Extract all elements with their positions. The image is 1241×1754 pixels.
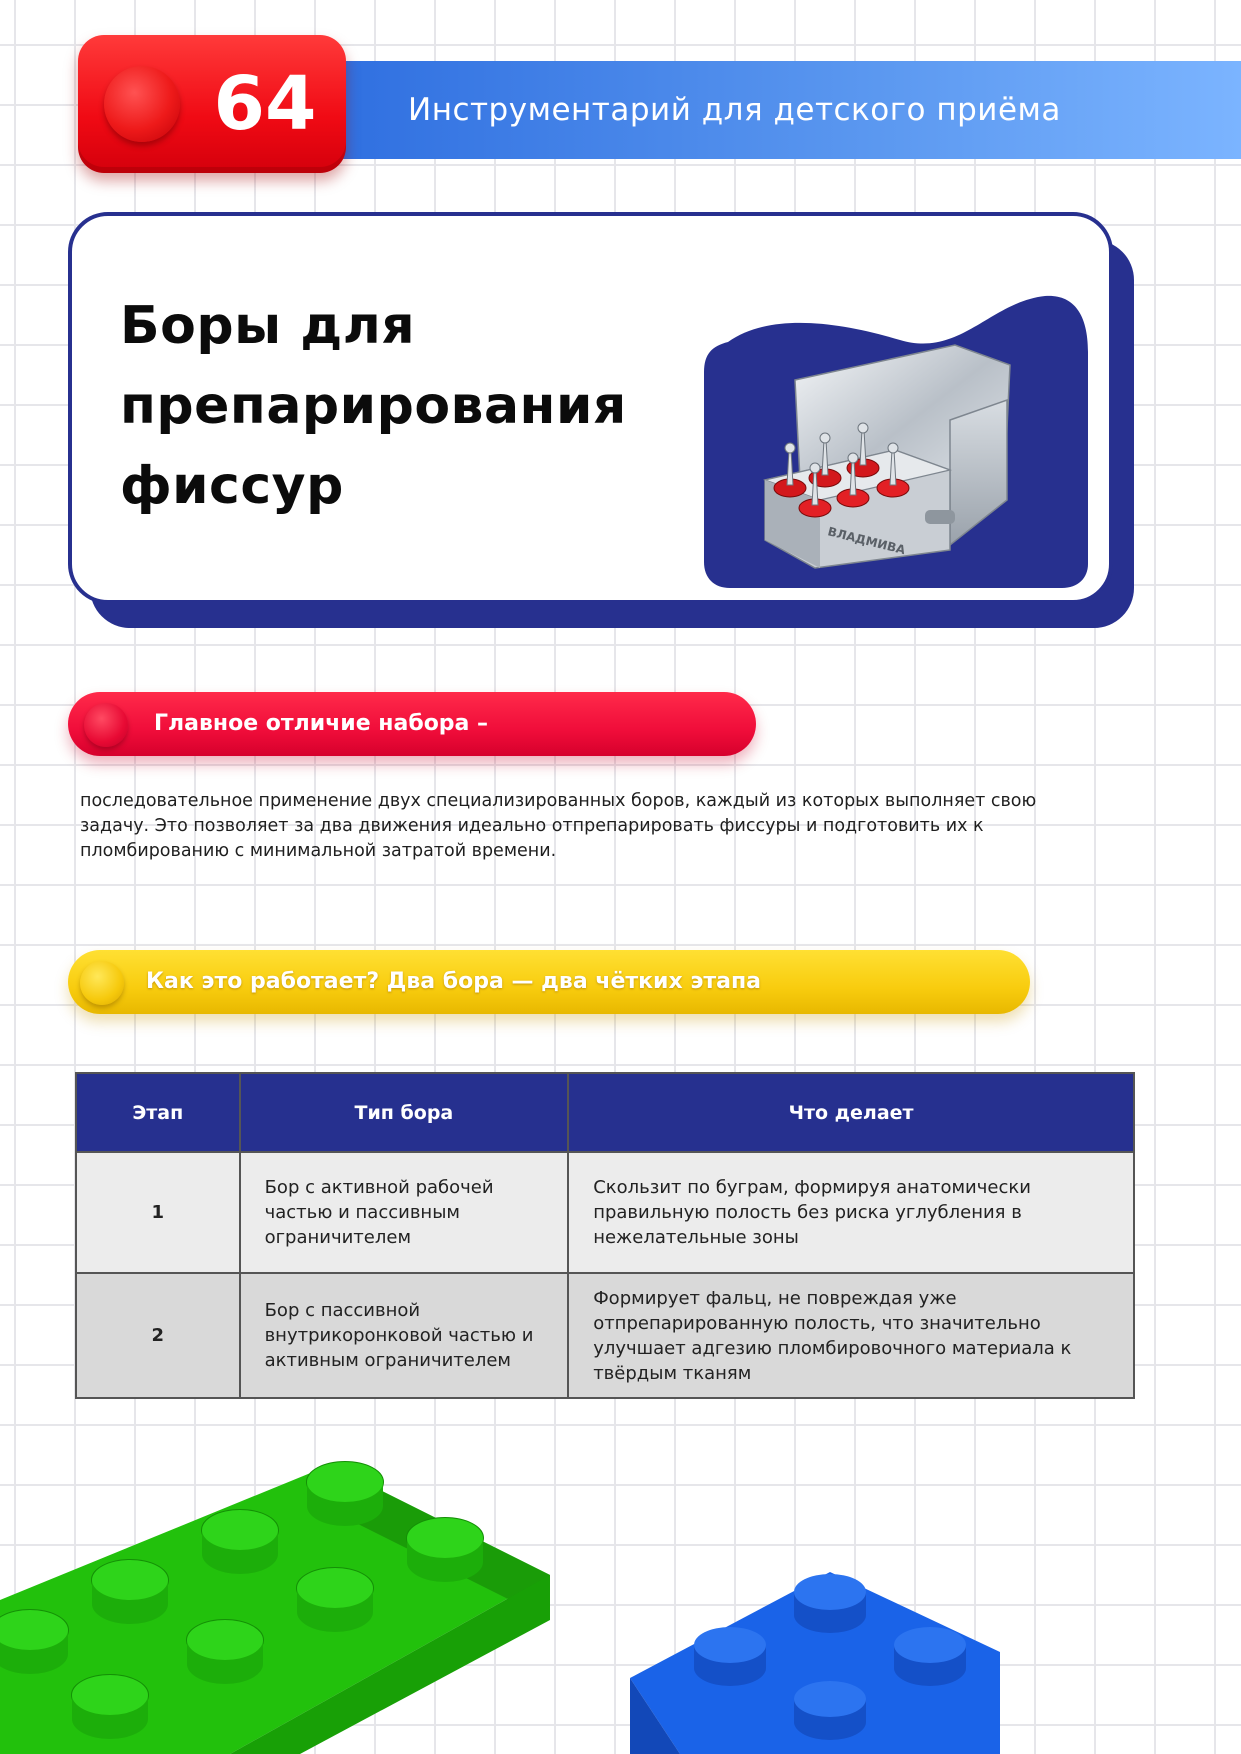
how-it-works-label: Как это работает? Два бора — два чётких этапа bbox=[146, 969, 762, 994]
step-number: 1 bbox=[76, 1152, 240, 1273]
main-difference-label: Главное отличие набора – bbox=[154, 711, 489, 736]
brick-stud-icon bbox=[84, 703, 128, 747]
step-number: 2 bbox=[76, 1273, 240, 1398]
page-title bbox=[120, 286, 680, 526]
steps-table bbox=[75, 1072, 1135, 1399]
bur-action: Скользит по буграм, формируя анатомически правильную полость без риска углубления в нежелательные зоны bbox=[568, 1152, 1134, 1273]
page-number: 64 bbox=[213, 61, 317, 147]
blue-brick-icon bbox=[630, 1572, 1000, 1754]
page-title-line: Боры для bbox=[120, 296, 416, 356]
decorative-bricks bbox=[0, 1430, 1241, 1754]
page-title-line: препарирования bbox=[120, 376, 627, 436]
bur-action: Формирует фальц, не повреждая уже отпрепарированную полость, что значительно улучшает адгезию пломбировочного материала к твёрдым тканям bbox=[568, 1273, 1134, 1398]
bur-type: Бор с активной рабочей частью и пассивным ограничителем bbox=[240, 1152, 569, 1273]
brick-stud-icon bbox=[80, 961, 124, 1005]
column-header-step: Этап bbox=[76, 1073, 240, 1152]
column-header-action: Что делает bbox=[568, 1073, 1134, 1152]
section-title: Инструментарий для детского приёма bbox=[408, 92, 1061, 128]
table-row bbox=[76, 1152, 1134, 1273]
green-brick-icon bbox=[0, 1462, 550, 1754]
main-difference-text: последовательное применение двух специализированных боров, каждый из которых выполняет свою задачу. Это позволяет за два движения идеально отпрепарировать фиссуры и подготовить их к пломбированию с минимальной затратой времени. bbox=[80, 791, 1037, 861]
column-header-type: Тип бора bbox=[240, 1073, 569, 1152]
bur-set-tray-image bbox=[745, 340, 1015, 570]
page-title-line: фиссур bbox=[120, 456, 344, 516]
table-header-row bbox=[76, 1073, 1134, 1152]
bur-type: Бор с пассивной внутрикоронковой частью и активным ограничителем bbox=[240, 1273, 569, 1398]
brand-label: ВЛАДМИВА bbox=[826, 524, 907, 558]
brick-stud-icon bbox=[104, 66, 180, 142]
table-row bbox=[76, 1273, 1134, 1398]
